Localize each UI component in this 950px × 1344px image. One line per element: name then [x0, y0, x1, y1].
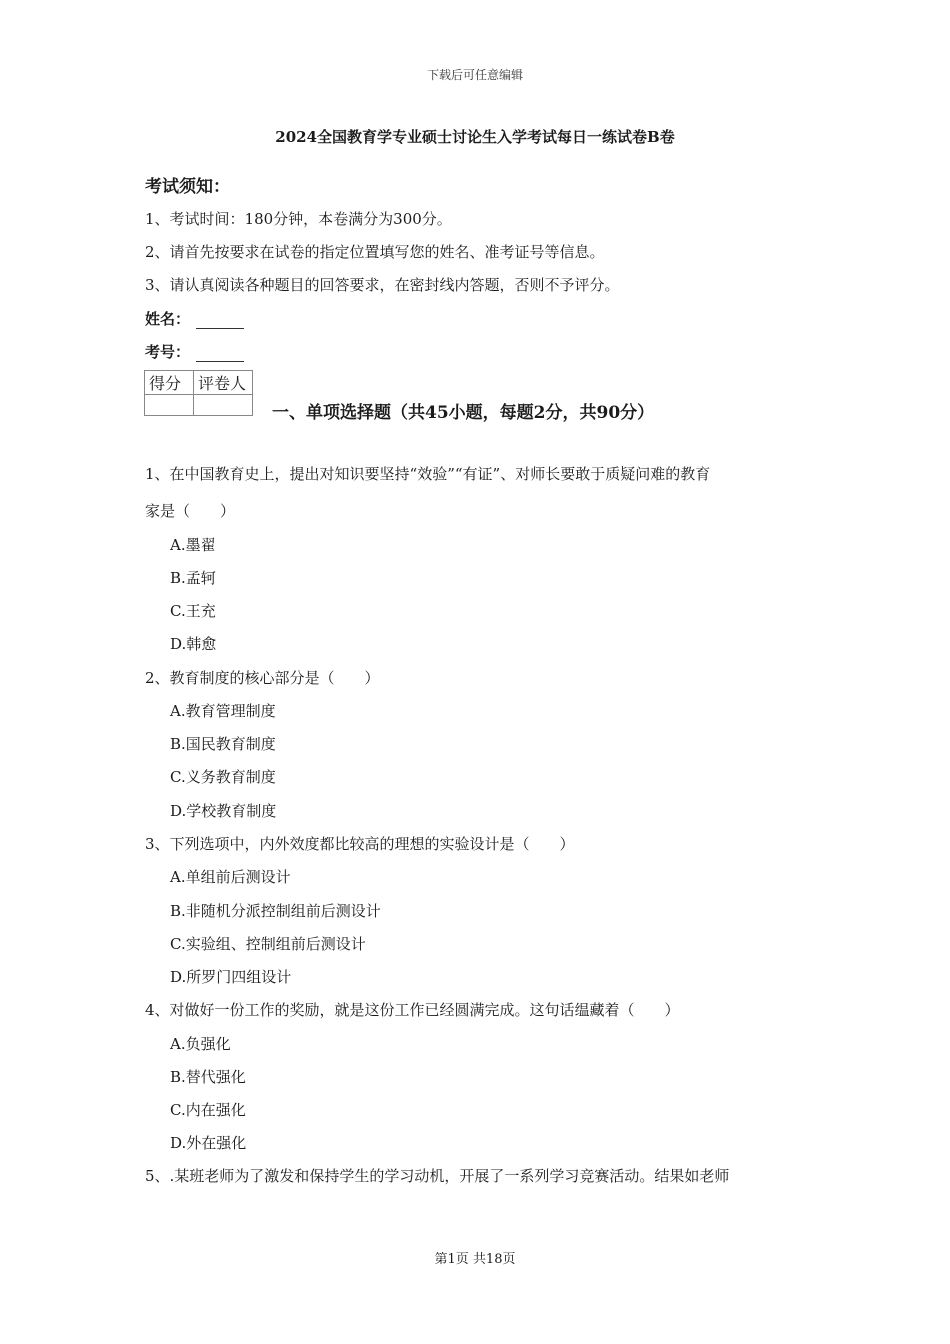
- name-blank[interactable]: [196, 314, 244, 329]
- question-option: C.内在强化: [170, 1101, 246, 1119]
- question-stem: 1、在中国教育史上，提出对知识要坚持“效验”“有证”、对师长要敢于质疑问难的教育: [145, 465, 711, 483]
- question-option: B.非随机分派控制组前后测设计: [170, 902, 381, 920]
- question-option: A.负强化: [170, 1035, 231, 1053]
- question-option: B.替代强化: [170, 1068, 246, 1086]
- score-cell: [145, 395, 194, 416]
- id-field: [145, 341, 244, 362]
- question-option: D.学校教育制度: [170, 802, 277, 820]
- question-option: A.教育管理制度: [170, 702, 276, 720]
- question-stem: 3、下列选项中，内外效度都比较高的理想的实验设计是（ ）: [145, 835, 575, 853]
- question-option: A.墨翟: [170, 536, 216, 554]
- section-title: 一、单项选择题（共45小题，每题2分，共90分）: [272, 403, 655, 423]
- notice-heading: 考试须知：: [145, 177, 230, 197]
- name-field: [145, 308, 244, 329]
- question-stem: 家是（ ）: [145, 502, 236, 520]
- score-header: 得分: [145, 371, 194, 395]
- page-footer: 第1页 共18页: [434, 1252, 516, 1267]
- name-label: 姓名：: [145, 310, 191, 328]
- question-option: D.韩愈: [170, 635, 217, 653]
- question-option: A.单组前后测设计: [170, 868, 291, 886]
- grader-cell: [194, 395, 253, 416]
- notice-item: 1、考试时间：180分钟，本卷满分为300分。: [145, 210, 452, 228]
- question-stem: 2、教育制度的核心部分是（ ）: [145, 669, 380, 687]
- question-stem: 4、对做好一份工作的奖励，就是这份工作已经圆满完成。这句话缊藏着（ ）: [145, 1001, 680, 1019]
- document-title: 2024全国教育学专业硕士讨论生入学考试每日一练试卷B卷: [275, 128, 675, 146]
- header-note: 下载后可任意编辑: [426, 68, 523, 82]
- score-table: [144, 370, 253, 416]
- id-blank[interactable]: [196, 347, 244, 362]
- question-option: B.国民教育制度: [170, 735, 276, 753]
- question-option: D.外在强化: [170, 1134, 247, 1152]
- notice-item: 3、请认真阅读各种题目的回答要求，在密封线内答题，否则不予评分。: [145, 276, 620, 294]
- grader-header: 评卷人: [194, 371, 253, 395]
- question-option: C.实验组、控制组前后测设计: [170, 935, 366, 953]
- question-stem: 5、.某班老师为了激发和保持学生的学习动机，开展了一系列学习竞赛活动。结果如老师: [145, 1167, 730, 1185]
- question-option: C.义务教育制度: [170, 768, 276, 786]
- id-label: 考号：: [145, 343, 191, 361]
- question-option: D.所罗门四组设计: [170, 968, 292, 986]
- question-option: B.孟轲: [170, 569, 216, 587]
- question-option: C.王充: [170, 602, 216, 620]
- notice-item: 2、请首先按要求在试卷的指定位置填写您的姓名、准考证号等信息。: [145, 243, 605, 261]
